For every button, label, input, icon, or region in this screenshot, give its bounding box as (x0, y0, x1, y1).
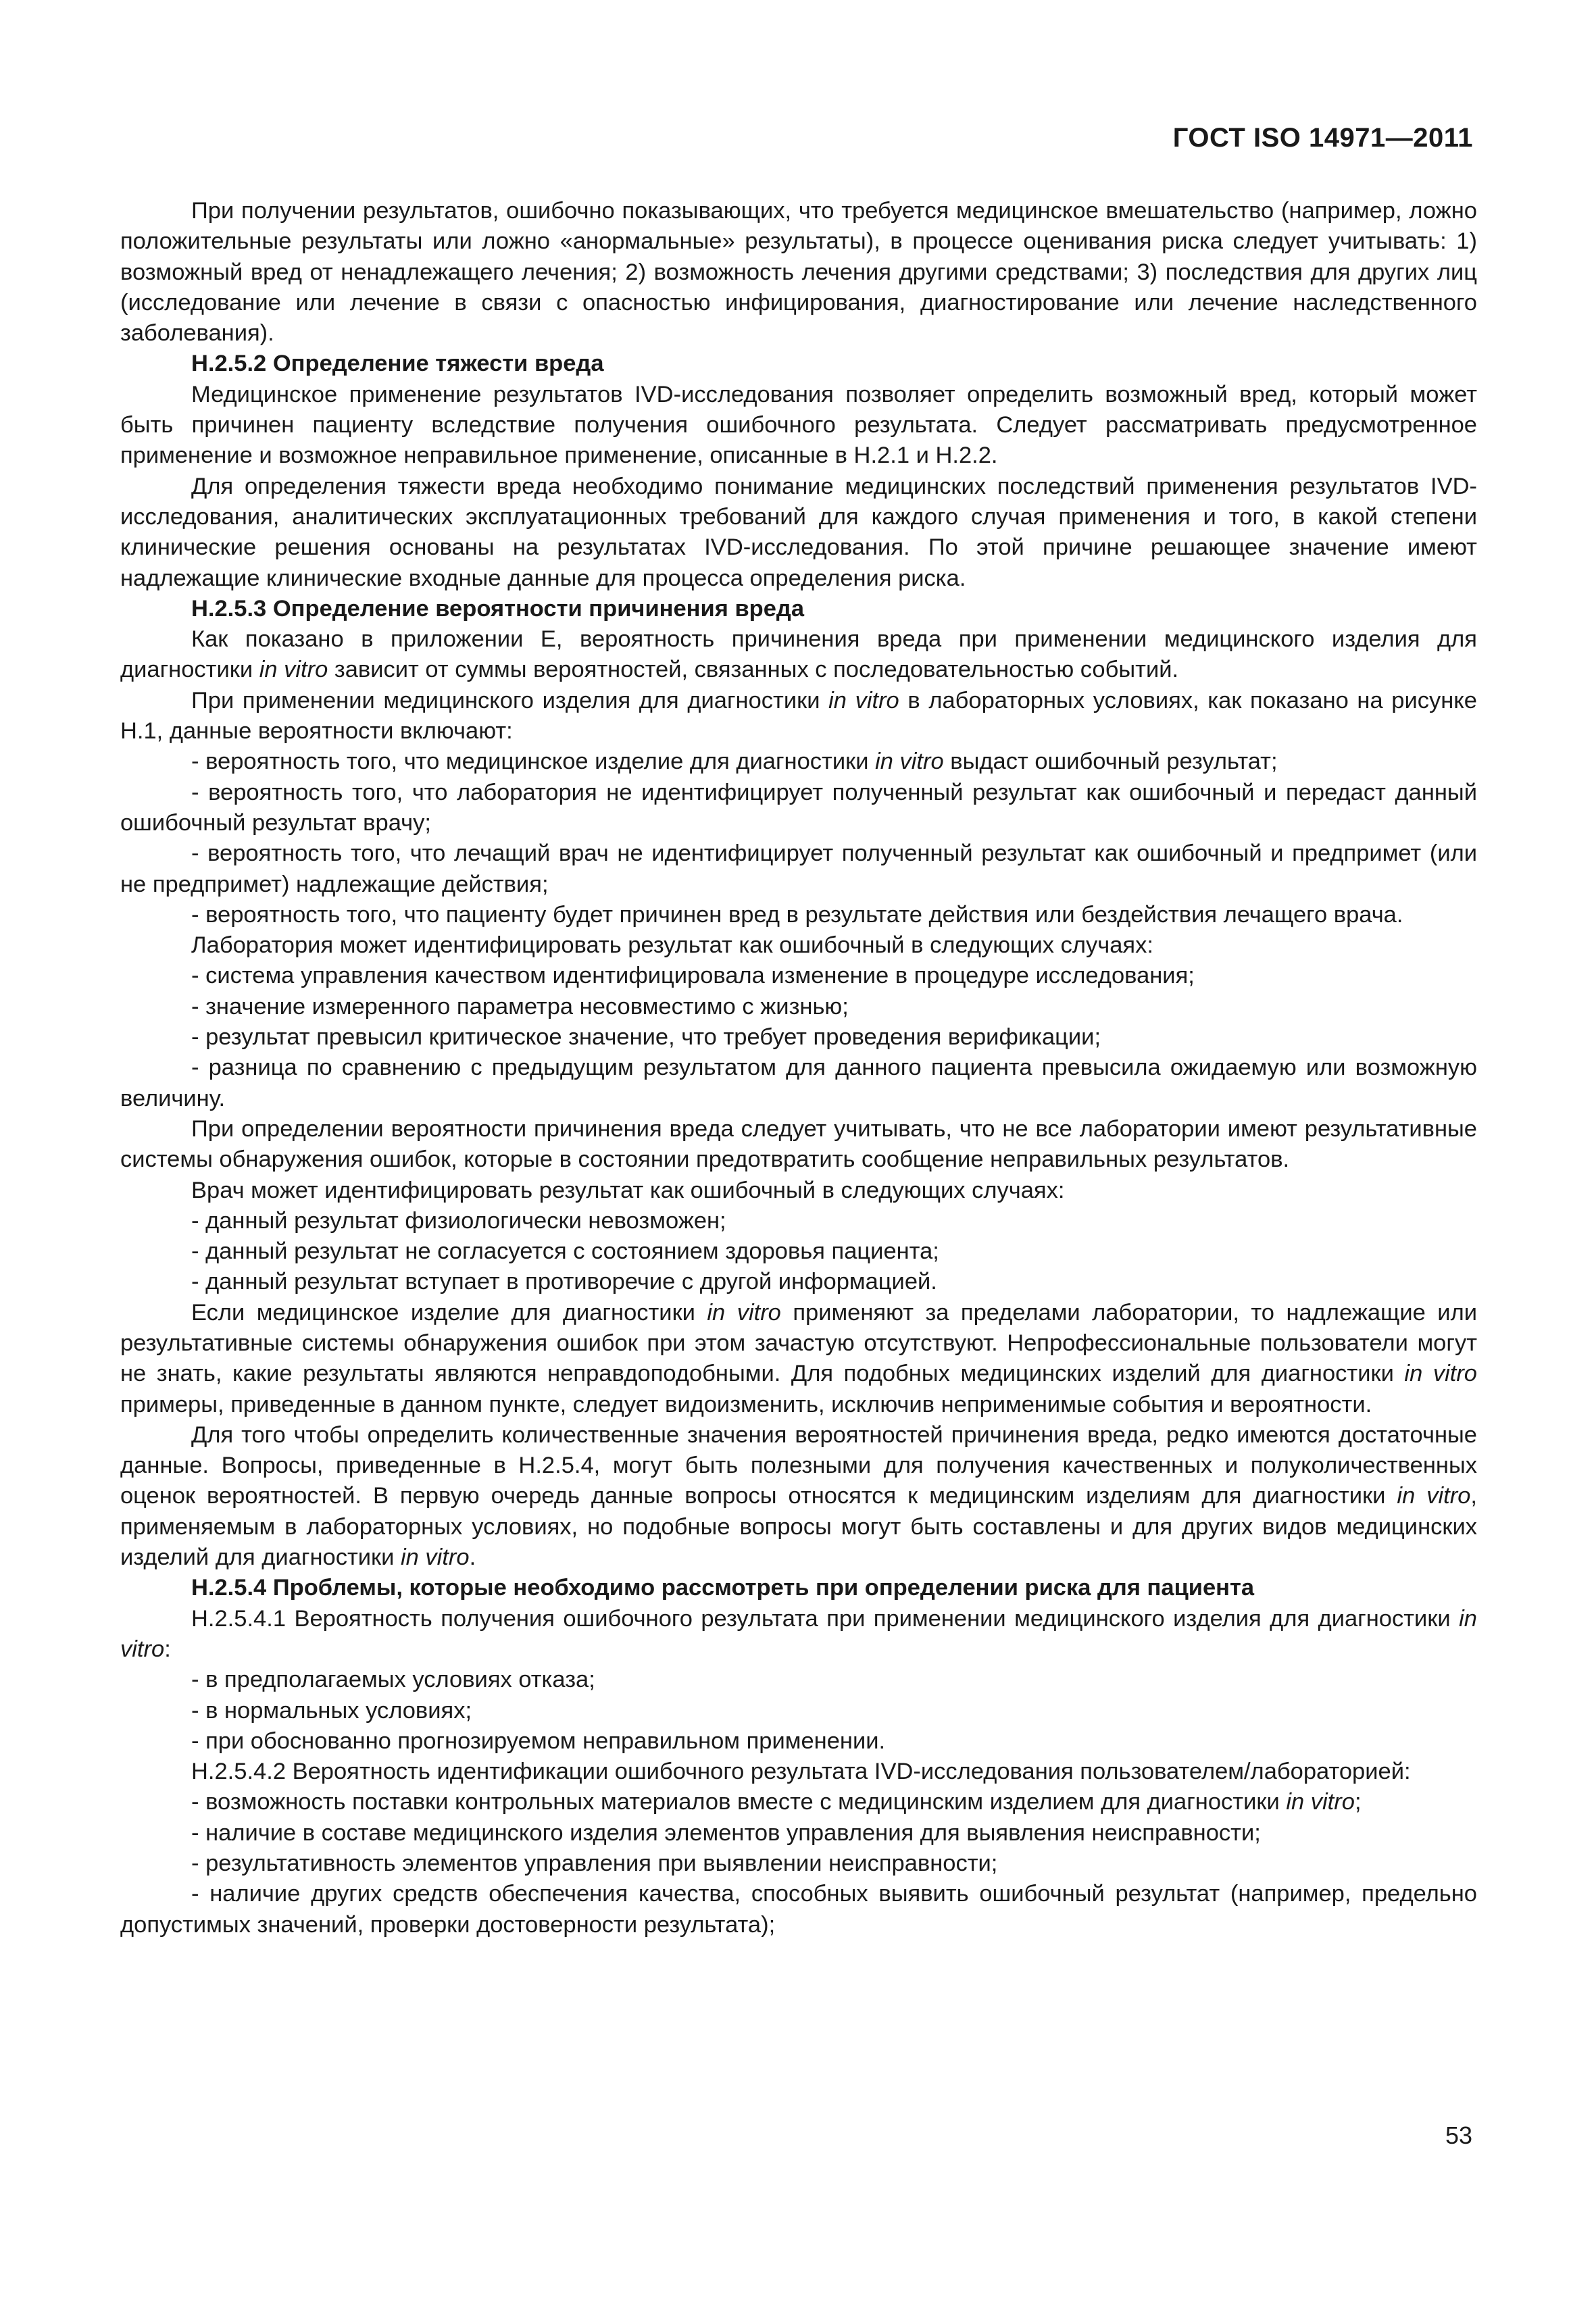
list-item: - разница по сравнению с предыдущим результатом для данного пациента превысила ожидаемую или возможную величину. (120, 1055, 1477, 1111)
list-item: - в нормальных условиях; (191, 1697, 472, 1724)
list-item: - наличие других средств обеспечения качества, способных выявить ошибочный результат (например, предельно допустимых значений, проверки достоверности результата); (120, 1881, 1477, 1938)
section-heading-h253: H.2.5.3 Определение вероятности причинения вреда (191, 595, 805, 622)
paragraph: Лаборатория может идентифицировать результат как ошибочный в следующих случаях: (191, 932, 1153, 959)
paragraph: При получении результатов, ошибочно показывающих, что требуется медицинское вмешательство (например, ложно положительные результаты или ложно «анормальные» результаты), в процессе оценивания риска следует учитывать: 1) возможный вред от ненадлежащего лечения; 2) возможность лечения другими средствами; 3) последствия для других лиц (исследование или лечение в связи с опасностью инфицирования, диагностирование или лечение наследственного заболевания). (120, 198, 1477, 347)
list-item: - данный результат вступает в противоречие с другой информацией. (191, 1269, 937, 1295)
list-item: - значение измеренного параметра несовместимо с жизнью; (191, 993, 849, 1020)
paragraph: H.2.5.4.2 Вероятность идентификации ошибочного результата IVD-исследования пользователем/лабораторией: (191, 1759, 1411, 1785)
paragraph: Для определения тяжести вреда необходимо понимание медицинских последствий применения результатов IVD-исследования, аналитических эксплуатационных требований для каждого случая применения и того, в какой степени клинические решения основаны на результатах IVD-исследования. По этой причине решающее значение имеют надлежащие клинические входные данные для процесса определения риска. (120, 473, 1477, 591)
document-body (120, 196, 1477, 1940)
paragraph: Медицинское применение результатов IVD-исследования позволяет определить возможный вред, который может быть причинен пациенту вследствие получения ошибочного результата. Следует рассматривать предусмотренное применение и возможное неправильное применение, описанные в H.2.1 и H.2.2. (120, 381, 1477, 469)
section-heading-h254: H.2.5.4 Проблемы, которые необходимо рассмотреть при определении риска для пациента (191, 1575, 1255, 1601)
paragraph: При применении медицинского изделия для диагностики in vitro в лабораторных условиях, как показано на рисунке H.1, данные вероятности включают: (120, 687, 1477, 745)
list-item: - данный результат физиологически невозможен; (191, 1207, 726, 1234)
standard-designation: ГОСТ ISO 14971—2011 (1172, 123, 1473, 153)
list-item: - результативность элементов управления при выявлении неисправности; (191, 1851, 998, 1877)
paragraph: H.2.5.4.1 Вероятность получения ошибочного результата при применении медицинского изделия для диагностики in vitro: (120, 1605, 1477, 1662)
section-heading-h252: H.2.5.2 Определение тяжести вреда (191, 351, 604, 377)
paragraph: Врач может идентифицировать результат как ошибочный в следующих случаях: (191, 1177, 1065, 1203)
list-item: - вероятность того, что лечащий врач не идентифицирует полученный результат как ошибочный и предпримет (или не предпримет) надлежащие действия; (120, 840, 1477, 897)
list-item: - вероятность того, что пациенту будет причинен вред в результате действия или бездействия лечащего врача. (191, 901, 1403, 928)
list-item: - в предполагаемых условиях отказа; (191, 1667, 595, 1693)
list-item: - вероятность того, что лаборатория не идентифицирует полученный результат как ошибочный и передаст данный ошибочный результат врачу; (120, 779, 1477, 836)
paragraph: При определении вероятности причинения вреда следует учитывать, что не все лаборатории имеют результативные системы обнаружения ошибок, которые в состоянии предотвратить сообщение неправильных результатов. (120, 1115, 1477, 1173)
list-item: - вероятность того, что медицинское изделие для диагностики in vitro выдаст ошибочный результат; (191, 749, 1278, 775)
list-item: - данный результат не согласуется с состоянием здоровья пациента; (191, 1238, 939, 1265)
list-item: - система управления качеством идентифицировала изменение в процедуре исследования; (191, 963, 1195, 989)
paragraph: Для того чтобы определить количественные значения вероятностей причинения вреда, редко имеются достаточные данные. Вопросы, приведенные в H.2.5.4, могут быть полезными для получения качественных и полуколичественных оценок вероятностей. В первую очередь данные вопросы относятся к медицинским изделиям для диагностики in vitro, применяемым в лабораторных условиях, но подобные вопросы могут быть составлены и для других видов медицинских изделий для диагностики in vitro. (120, 1422, 1477, 1571)
page-number: 53 (1445, 2121, 1472, 2149)
list-item: - наличие в составе медицинского изделия элементов управления для выявления неисправности; (191, 1819, 1261, 1846)
paragraph: Если медицинское изделие для диагностики in vitro применяют за пределами лаборатории, то надлежащие или результативные системы обнаружения ошибок при этом зачастую отсутствуют. Непрофессиональные пользователи могут не знать, какие результаты являются неправдоподобными. Для подобных медицинских изделий для диагностики in vitro примеры, приведенные в данном пункте, следует видоизменить, исключив неприменимые события и вероятности. (120, 1299, 1477, 1417)
list-item: - возможность поставки контрольных материалов вместе с медицинским изделием для диагностики in vitro; (191, 1789, 1362, 1815)
list-item: - результат превысил критическое значение, что требует проведения верификации; (191, 1024, 1101, 1051)
paragraph: Как показано в приложении E, вероятность причинения вреда при применении медицинского изделия для диагностики in vitro зависит от суммы вероятностей, связанных с последовательностью событий. (120, 626, 1477, 683)
list-item: - при обоснованно прогнозируемом неправильном применении. (191, 1728, 886, 1754)
